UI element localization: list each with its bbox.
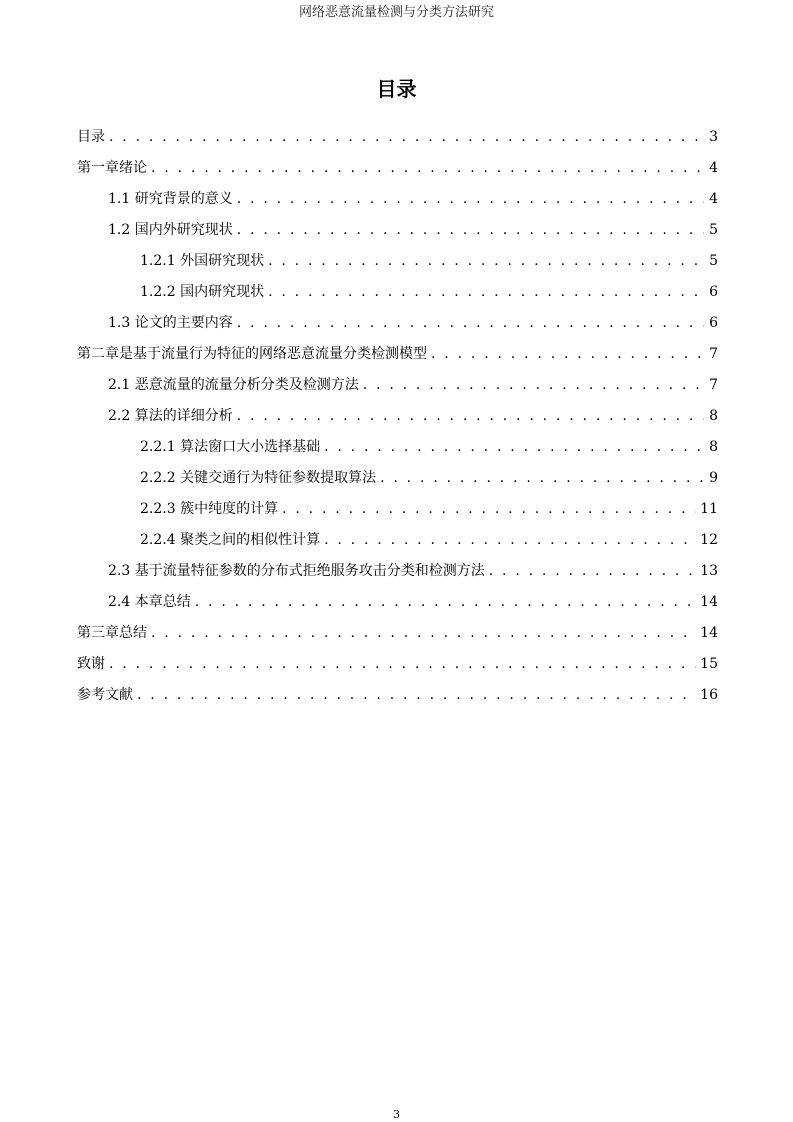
toc-entry[interactable] bbox=[77, 312, 718, 343]
toc-entry-page: 7 bbox=[709, 377, 718, 393]
toc-entry[interactable] bbox=[77, 467, 718, 498]
toc-entry-page: 5 bbox=[709, 222, 718, 238]
toc-entry-title: 2.4 本章总结 bbox=[108, 594, 191, 610]
dot-leader bbox=[109, 126, 704, 148]
toc-entry-title: 2.1 恶意流量的流量分析分类及检测方法 bbox=[108, 377, 359, 393]
toc-entry-page: 4 bbox=[709, 191, 718, 207]
toc-entry[interactable] bbox=[77, 653, 718, 684]
toc-entry-title: 1.1 研究背景的意义 bbox=[108, 191, 233, 207]
dot-leader bbox=[431, 343, 704, 365]
toc-entry-page: 15 bbox=[700, 656, 718, 672]
dot-leader bbox=[489, 560, 696, 582]
toc-entry[interactable] bbox=[77, 560, 718, 591]
toc-entry-page: 12 bbox=[700, 532, 718, 548]
toc-entry-title: 1.2 国内外研究现状 bbox=[108, 222, 233, 238]
dot-leader bbox=[324, 529, 696, 551]
toc-entry-title: 致谢 bbox=[77, 656, 105, 672]
toc-entry[interactable] bbox=[77, 622, 718, 653]
running-header: 网络恶意流量检测与分类方法研究 bbox=[298, 5, 494, 20]
toc-entry-page: 16 bbox=[700, 687, 718, 703]
toc-entry-page: 8 bbox=[709, 408, 718, 424]
dot-leader bbox=[237, 188, 704, 210]
dot-leader bbox=[268, 281, 704, 303]
dot-leader bbox=[151, 622, 696, 644]
toc-entry-page: 6 bbox=[709, 315, 718, 331]
toc-entry-title: 2.2.3 簇中纯度的计算 bbox=[140, 501, 279, 517]
dot-leader bbox=[109, 653, 696, 675]
toc-entry-page: 6 bbox=[709, 284, 718, 300]
toc-entry-page: 14 bbox=[700, 625, 718, 641]
toc-entry[interactable] bbox=[77, 591, 718, 622]
toc-entry[interactable] bbox=[77, 281, 718, 312]
toc-entry-title: 1.2.2 国内研究现状 bbox=[140, 284, 265, 300]
toc-entry-title: 第一章绪论 bbox=[77, 160, 147, 176]
toc-entry-page: 9 bbox=[709, 470, 718, 486]
dot-leader bbox=[237, 219, 704, 241]
toc-entry[interactable] bbox=[77, 343, 718, 374]
page-number: 3 bbox=[393, 1108, 400, 1121]
toc-entry-title: 2.3 基于流量特征参数的分布式拒绝服务攻击分类和检测方法 bbox=[108, 563, 485, 579]
toc-entry-title: 1.3 论文的主要内容 bbox=[108, 315, 233, 331]
toc-entry-title: 目录 bbox=[77, 129, 105, 145]
toc-title: 目录 bbox=[376, 77, 417, 101]
toc-entry-page: 5 bbox=[709, 253, 718, 269]
dot-leader bbox=[237, 312, 704, 334]
toc-entry-page: 7 bbox=[709, 346, 718, 362]
toc-entry-title: 2.2.1 算法窗口大小选择基础 bbox=[140, 439, 321, 455]
table-of-contents bbox=[77, 126, 718, 715]
toc-entry[interactable] bbox=[77, 529, 718, 560]
toc-entry[interactable] bbox=[77, 219, 718, 250]
toc-entry[interactable] bbox=[77, 405, 718, 436]
toc-entry[interactable] bbox=[77, 436, 718, 467]
toc-entry[interactable] bbox=[77, 188, 718, 219]
toc-entry-title: 第二章是基于流量行为特征的网络恶意流量分类检测模型 bbox=[77, 346, 427, 362]
dot-leader bbox=[282, 498, 696, 520]
toc-entry-page: 11 bbox=[700, 501, 718, 517]
toc-entry-title: 第三章总结 bbox=[77, 625, 147, 641]
dot-leader bbox=[268, 250, 704, 272]
toc-entry-title: 2.2.4 聚类之间的相似性计算 bbox=[140, 532, 321, 548]
toc-entry[interactable] bbox=[77, 684, 718, 715]
toc-entry[interactable] bbox=[77, 157, 718, 188]
toc-entry-title: 2.2.2 关键交通行为特征参数提取算法 bbox=[140, 470, 377, 486]
toc-entry[interactable] bbox=[77, 126, 718, 157]
dot-leader bbox=[324, 436, 704, 458]
toc-entry[interactable] bbox=[77, 374, 718, 405]
dot-leader bbox=[380, 467, 704, 489]
toc-entry[interactable] bbox=[77, 498, 718, 529]
dot-leader bbox=[237, 405, 704, 427]
toc-entry-title: 参考文献 bbox=[77, 687, 133, 703]
dot-leader bbox=[195, 591, 696, 613]
dot-leader bbox=[151, 157, 704, 179]
toc-entry-page: 3 bbox=[709, 129, 718, 145]
toc-entry-title: 2.2 算法的详细分析 bbox=[108, 408, 233, 424]
toc-entry-page: 13 bbox=[700, 563, 718, 579]
dot-leader bbox=[363, 374, 704, 396]
dot-leader bbox=[137, 684, 696, 706]
toc-entry-page: 4 bbox=[709, 160, 718, 176]
toc-entry-title: 1.2.1 外国研究现状 bbox=[140, 253, 265, 269]
toc-entry-page: 14 bbox=[700, 594, 718, 610]
toc-entry[interactable] bbox=[77, 250, 718, 281]
toc-entry-page: 8 bbox=[709, 439, 718, 455]
